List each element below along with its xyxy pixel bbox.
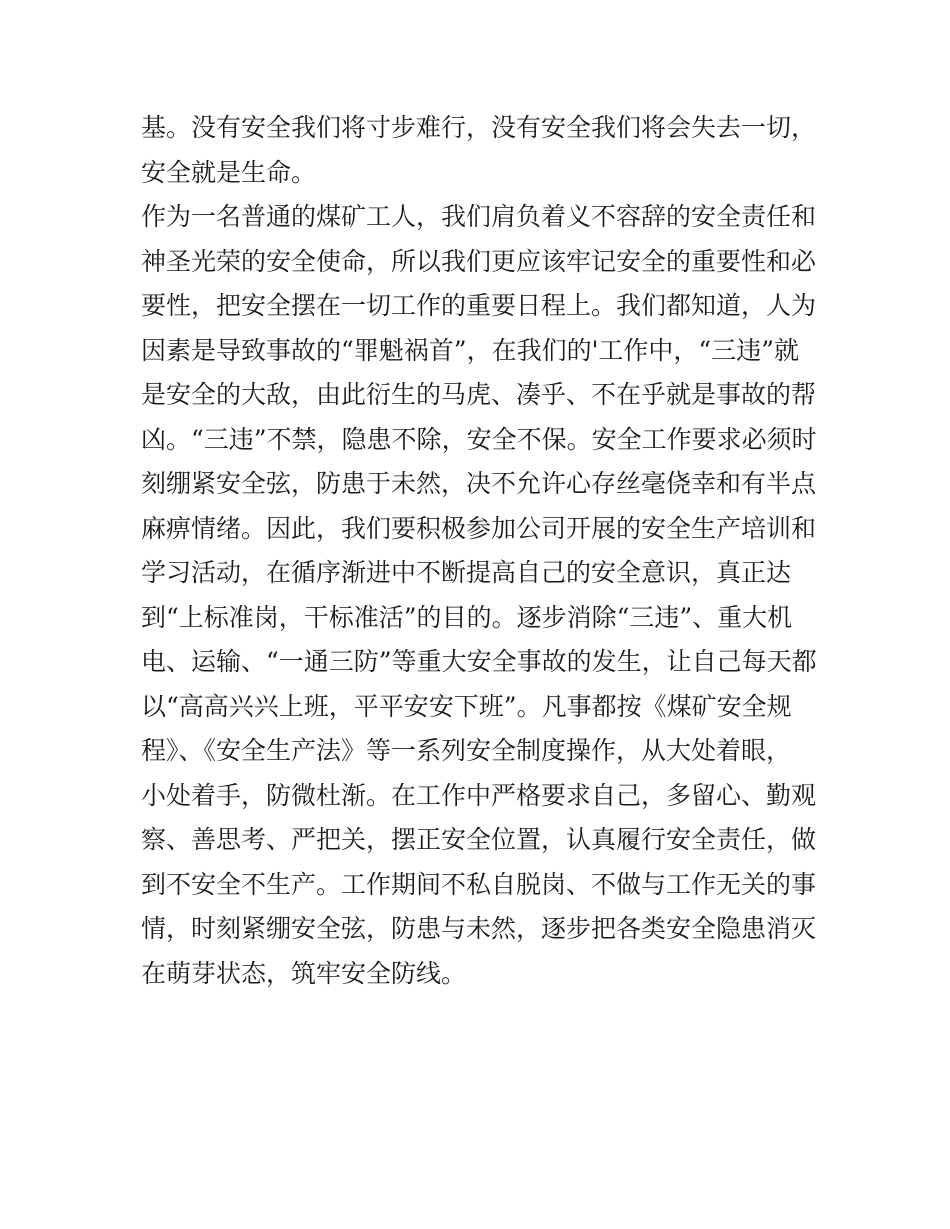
body-text <box>141 106 821 996</box>
text-line: 以“高高兴兴上班，平平安安下班”。凡事都按《煤矿安全规 <box>141 691 792 721</box>
text-line: 情，时刻紧绷安全弦，防患与未然，逐步把各类安全隐患消灭 <box>141 914 817 943</box>
text-line: 电、运输、“一通三防”等重大安全事故的发生，让自己每天都 <box>141 647 817 676</box>
text-line: 作为一名普通的煤矿工人，我们肩负着义不容辞的安全责任和 <box>141 202 817 231</box>
text-line: 安全就是生命。 <box>141 157 317 187</box>
text-line: 察、善思考、严把关，摆正安全位置，认真履行安全责任，做 <box>141 825 817 854</box>
text-line: 基。没有安全我们将寸步难行，没有安全我们将会失去一切， <box>141 113 817 142</box>
text-line: 学习活动，在循序渐进中不断提高自己的安全意识，真正达 <box>141 558 792 587</box>
text-line: 麻痹情绪。因此，我们要积极参加公司开展的安全生产培训和 <box>141 513 817 543</box>
text-line: 到不安全不生产。工作期间不私自脱岗、不做与工作无关的事 <box>141 869 817 899</box>
text-line: 刻绷紧安全弦，防患于未然，决不允许心存丝毫侥幸和有半点 <box>141 469 817 498</box>
text-line: 是安全的大敌，由此衍生的马虎、凑乎、不在乎就是事故的帮 <box>141 380 817 409</box>
text-line: 神圣光荣的安全使命，所以我们更应该牢记安全的重要性和必 <box>141 246 817 276</box>
text-line: 在萌芽状态，筑牢安全防线。 <box>141 958 467 988</box>
text-line: 程》、《安全生产法》等一系列安全制度操作，从大处着眼， <box>141 736 792 765</box>
text-line: 小处着手，防微杜渐。在工作中严格要求自己，多留心、勤观 <box>141 780 817 810</box>
text-line: 凶。“三违”不禁，隐患不除，安全不保。安全工作要求必须时 <box>141 424 817 454</box>
text-line: 因素是导致事故的“罪魁祸首”，在我们的'工作中，“三违”就 <box>141 335 799 365</box>
text-line: 要性，把安全摆在一切工作的重要日程上。我们都知道，人为 <box>141 291 817 320</box>
text-line: 到“上标准岗，干标准活”的目的。逐步消除“三违”、重大机 <box>141 602 793 632</box>
